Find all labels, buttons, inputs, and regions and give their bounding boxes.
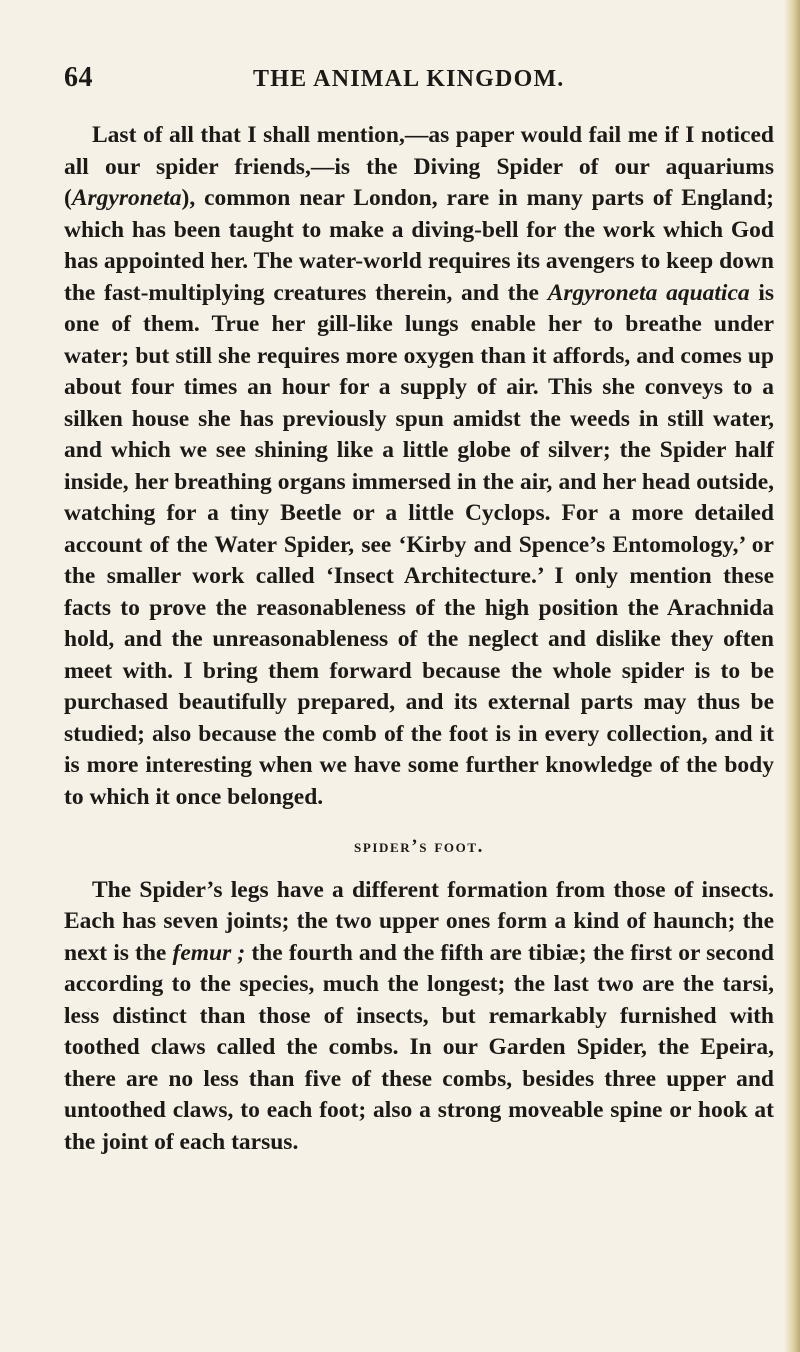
paragraph-text: the fourth and the fifth are tibiæ; the first or second according to the species, much the longest; the last two are the tarsi, less distinct than those of insects, but remarkably furnished with toothed claws called the combs. In our Garden Spider, the Epeira, there are no less than five of these combs, besides three upper and untoothed claws, to each foot; also a strong moveable spine or hook at the joint of each tarsus. <box>64 939 774 1155</box>
page-header <box>0 62 800 102</box>
paragraph-spider-foot <box>64 875 774 1159</box>
page-number: 64 <box>64 62 93 93</box>
paragraph-text: Last of all that I shall mention,—as paper would fail me if I noticed all our spider friends,—is the Diving Spider of our aquariums ( <box>64 122 774 211</box>
section-heading: spider’s foot. <box>354 836 484 857</box>
paragraph-text: is one of them. True her gill-like lungs enable her to breathe under water; but still she requires more oxygen than it affords, and comes up about four times an hour for a supply of air. This she conveys to a silken house she has previously spun amidst the weeds in still water, and which we see shining like a little globe of silver; the Spider half inside, her breathing organs immersed in the air, and her head outside, watching for a tiny Beetle or a little Cyclops. For a more detailed account of the Water Spider, see ‘Kirby and Spence’s Entomology,’ or the smaller work called ‘Insect Architecture.’ I only mention these facts to prove the reasonableness of the high position the Arachnida hold, and the unreasonableness of the neglect and dislike they often meet with. I bring them forward because the whole spider is to be purchased beautifully prepared, and its external parts may thus be studied; also because the comb of the foot is in every collection, and it is more interesting when we have some further knowledge of the body to which it once belonged. <box>64 279 775 810</box>
page-edge <box>784 0 800 1352</box>
running-title: THE ANIMAL KINGDOM. <box>253 66 565 92</box>
species-name: Argyroneta <box>71 185 182 211</box>
paragraph-text: ), common near London, rare in many parts of England; which has been taught to make a diving-bell for the work which God has appointed her. The water-world requires its avengers to keep down the fast-multiplying creatures therein, and the <box>64 185 774 306</box>
paragraph-text: The Spider’s legs have a different formation from those of insects. Each has seven joints; the two upper ones form a kind of haunch; the next is the <box>64 876 774 966</box>
paragraph-diving-spider <box>64 120 774 813</box>
term-femur: femur ; <box>172 939 246 966</box>
body-text <box>64 120 774 1158</box>
species-name: Argyroneta aquatica <box>547 279 750 306</box>
